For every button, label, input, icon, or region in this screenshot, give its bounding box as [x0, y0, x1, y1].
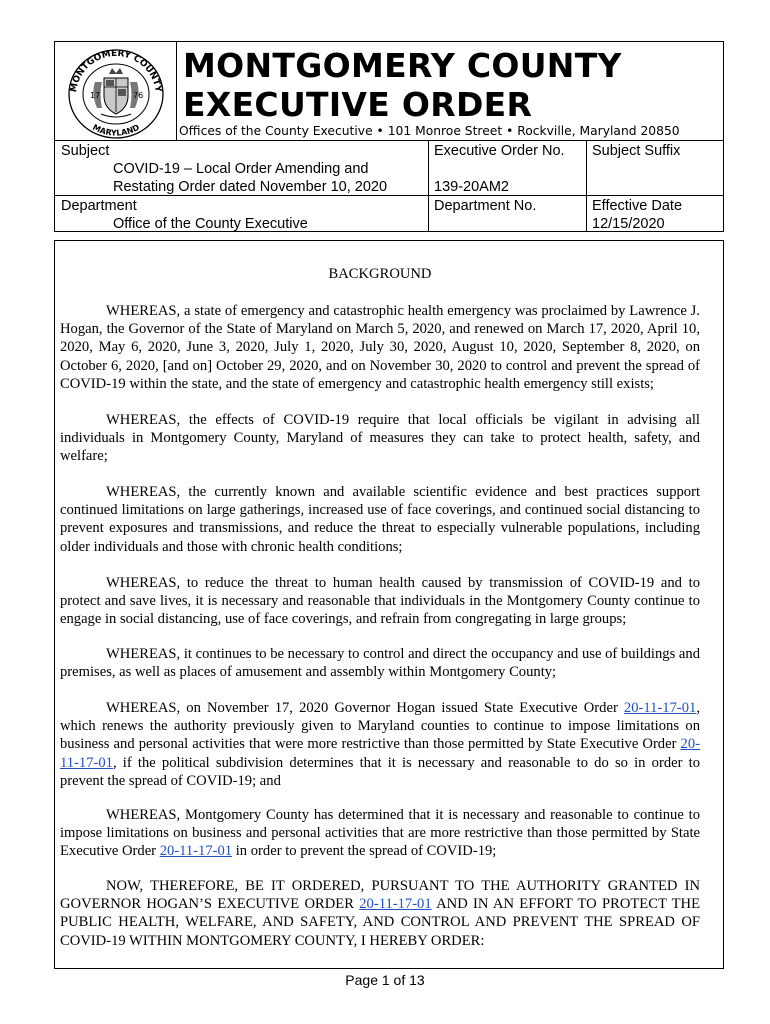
effective-date-label: Effective Date: [592, 198, 683, 214]
paragraph-whereas-effects: WHEREAS, the effects of COVID-19 require that local officials be vigilant in advising all individuals in Montgomery County, Maryland of measures they can take to protect health, safety, and welfare;: [60, 412, 700, 465]
executive-order-no-value: 139-20AM2: [434, 179, 509, 195]
subject-line-1: COVID-19 – Local Order Amending and: [113, 161, 369, 177]
effective-date-value: 12/15/2020: [592, 216, 665, 232]
department-no-label: Department No.: [434, 198, 537, 214]
executive-order-link[interactable]: 20-11-17-01: [623, 700, 697, 716]
paragraph-whereas-emergency: WHEREAS, a state of emergency and catastrophic health emergency was proclaimed by Lawrence J. Hogan, the Governor of the State of Maryland on March 5, 2020, and renewed on March 17, 2020, April 10, 2020, May 6, 2020, June 3, 2020, July 1, 2020, July 30, 2020, August 10, 2020, September 8, 2020, on October 6, 2020, [and on] October 29, 2020, and on November 30, 2020 to control and prevent the spread of COVID-19 within the state, and the state of emergency and catastrophic health emergency still exists;: [60, 303, 700, 392]
paragraph-now-therefore: NOW, THEREFORE, BE IT ORDERED, PURSUANT TO THE AUTHORITY GRANTED IN GOVERNOR HOGAN’S EXECUTIVE ORDER 20-11-17-01 AND IN AN EFFORT TO PROTECT THE PUBLIC HEALTH, WELFARE, AND SAFETY, AND CONTROL AND PREVENT THE SPREAD OF COVID-19 WITHIN MONTGOMERY COUNTY, I HEREBY ORDER:: [60, 878, 700, 949]
county-seal-logo: [57, 44, 175, 140]
paragraph-whereas-occupancy: WHEREAS, it continues to be necessary to control and direct the occupancy and use of buildings and premises, as well as places of amusement and assembly within Montgomery County;: [60, 646, 700, 681]
document-title: [183, 46, 622, 124]
office-address: Offices of the County Executive • 101 Monroe Street • Rockville, Maryland 20850: [179, 124, 680, 138]
svg-text:MARYLAND: MARYLAND: [91, 122, 141, 138]
executive-order-link[interactable]: 20-11-17-01: [359, 896, 432, 913]
department-value: Office of the County Executive: [113, 216, 308, 232]
title-line-order: EXECUTIVE ORDER: [183, 85, 533, 124]
executive-order-link[interactable]: 20-11-17-01: [60, 736, 700, 771]
subject-suffix-label: Subject Suffix: [592, 143, 681, 159]
executive-order-link[interactable]: 20-11-17-01: [159, 843, 233, 860]
subject-label: Subject: [61, 143, 110, 159]
svg-text:17: 17: [90, 91, 101, 100]
svg-text:76: 76: [133, 91, 144, 100]
document-header: [54, 41, 724, 141]
paragraph-whereas-state-order: WHEREAS, on November 17, 2020 Governor Hogan issued State Executive Order 20-11-17-01, which renews the authority previously given to Maryland counties to continue to impose limitations on business and personal activities that were more restrictive than those permitted by State Executive Order 20-11-17-01, if the political subdivision determines that it is necessary and reasonable to do so in order to prevent the spread of COVID-19; and: [60, 700, 700, 789]
header-divider: [176, 42, 177, 140]
paragraph-whereas-evidence: WHEREAS, the currently known and available scientific evidence and best practices support continued limitations on large gatherings, increased use of face coverings, and continued social distancing to prevent exposures and transmissions, and reduce the threat to especially vulnerable populations, including older individuals and those with chronic health conditions;: [60, 484, 700, 555]
executive-order-no-label: Executive Order No.: [434, 143, 565, 159]
section-heading-background: BACKGROUND: [328, 266, 432, 282]
order-info-table: [54, 141, 724, 232]
department-label: Department: [61, 198, 137, 214]
subject-line-2: Restating Order dated November 10, 2020: [113, 179, 388, 195]
page-number: Page 1 of 13: [345, 972, 425, 988]
svg-text:MONTGOMERY COUNTY: MONTGOMERY COUNTY: [69, 48, 163, 94]
paragraph-whereas-county-determined: WHEREAS, Montgomery County has determined that it is necessary and reasonable to continue to impose limitations on business and personal activities that are more restrictive than those permitted by State Executive Order 20-11-17-01 in order to prevent the spread of COVID-19;: [60, 807, 700, 860]
paragraph-whereas-reduce-threat: WHEREAS, to reduce the threat to human health caused by transmission of COVID-19 and to protect and save lives, it is necessary and reasonable that individuals in the Montgomery County continue to engage in social distancing, use of face coverings, and refrain from congregating in large groups;: [60, 575, 700, 628]
title-line-county: MONTGOMERY COUNTY: [183, 46, 622, 85]
